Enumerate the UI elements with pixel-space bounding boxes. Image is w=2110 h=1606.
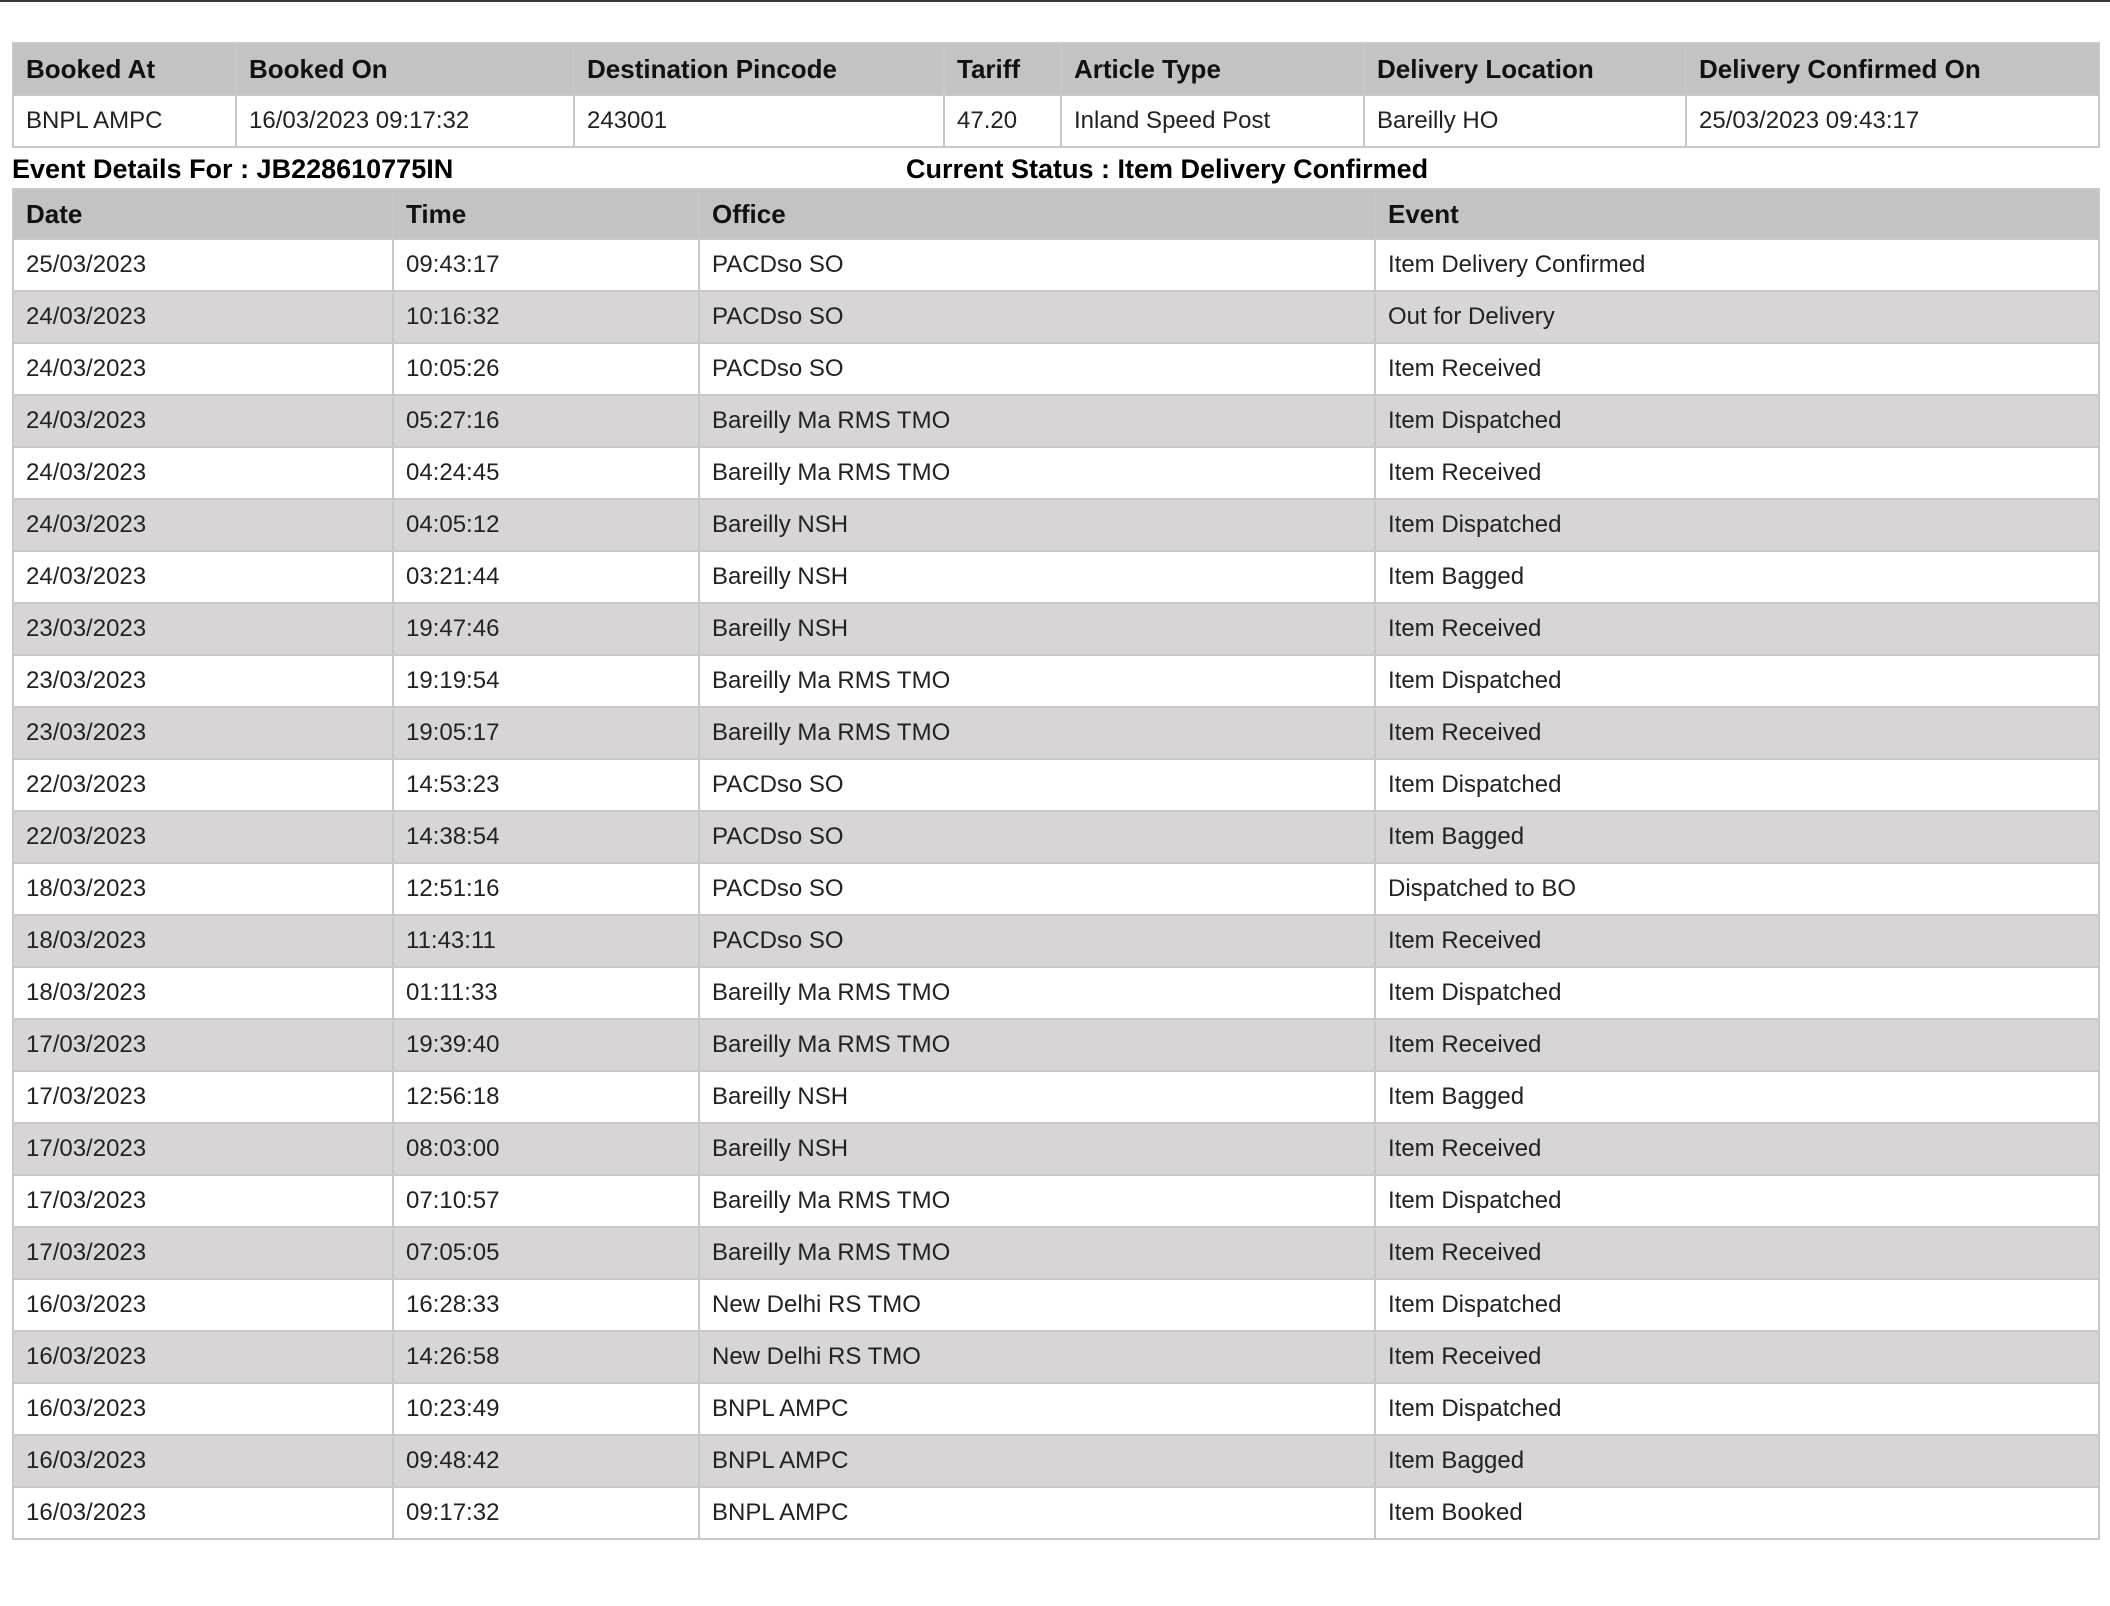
event-name: Item Received: [1375, 447, 2099, 499]
event-office: Bareilly Ma RMS TMO: [699, 967, 1375, 1019]
event-time: 05:27:16: [393, 395, 699, 447]
event-details-title-row: [12, 150, 2098, 188]
table-row: [13, 551, 2099, 603]
table-row: [13, 343, 2099, 395]
event-date: 16/03/2023: [13, 1331, 393, 1383]
event-date: 24/03/2023: [13, 291, 393, 343]
table-row: [13, 915, 2099, 967]
event-name: Item Dispatched: [1375, 1279, 2099, 1331]
table-row: [13, 1123, 2099, 1175]
event-time: 10:05:26: [393, 343, 699, 395]
event-time: 14:53:23: [393, 759, 699, 811]
event-time: 11:43:11: [393, 915, 699, 967]
event-name: Item Dispatched: [1375, 967, 2099, 1019]
event-office: PACDso SO: [699, 863, 1375, 915]
event-office: Bareilly NSH: [699, 499, 1375, 551]
article-type-value: Inland Speed Post: [1061, 95, 1364, 147]
table-row: [13, 1435, 2099, 1487]
event-office: Bareilly Ma RMS TMO: [699, 707, 1375, 759]
event-name: Item Bagged: [1375, 811, 2099, 863]
event-office: New Delhi RS TMO: [699, 1331, 1375, 1383]
event-office: BNPL AMPC: [699, 1435, 1375, 1487]
delivery-location-value: Bareilly HO: [1364, 95, 1686, 147]
event-time: 10:16:32: [393, 291, 699, 343]
event-time: 16:28:33: [393, 1279, 699, 1331]
table-row: [13, 863, 2099, 915]
event-name: Item Dispatched: [1375, 759, 2099, 811]
header-tariff: Tariff: [944, 43, 1061, 95]
event-name: Item Received: [1375, 1227, 2099, 1279]
event-name: Item Dispatched: [1375, 1175, 2099, 1227]
table-row: [13, 707, 2099, 759]
event-office: BNPL AMPC: [699, 1487, 1375, 1539]
event-name: Item Dispatched: [1375, 655, 2099, 707]
event-date: 17/03/2023: [13, 1227, 393, 1279]
event-date: 18/03/2023: [13, 967, 393, 1019]
header-booked-on: Booked On: [236, 43, 574, 95]
event-office: Bareilly NSH: [699, 603, 1375, 655]
event-date: 24/03/2023: [13, 395, 393, 447]
event-office: PACDso SO: [699, 759, 1375, 811]
table-row: [13, 1071, 2099, 1123]
header-office: Office: [699, 189, 1375, 239]
event-time: 12:56:18: [393, 1071, 699, 1123]
table-row: [13, 1019, 2099, 1071]
header-delivery-confirmed-on: Delivery Confirmed On: [1686, 43, 2099, 95]
booked-at-value: BNPL AMPC: [13, 95, 236, 147]
event-time: 03:21:44: [393, 551, 699, 603]
event-time: 01:11:33: [393, 967, 699, 1019]
event-name: Out for Delivery: [1375, 291, 2099, 343]
table-row: [13, 395, 2099, 447]
event-date: 17/03/2023: [13, 1123, 393, 1175]
table-row: [13, 499, 2099, 551]
top-divider: [0, 0, 2110, 2]
event-date: 23/03/2023: [13, 707, 393, 759]
event-name: Item Received: [1375, 1331, 2099, 1383]
event-date: 16/03/2023: [13, 1487, 393, 1539]
header-booked-at: Booked At: [13, 43, 236, 95]
event-name: Dispatched to BO: [1375, 863, 2099, 915]
event-name: Item Bagged: [1375, 551, 2099, 603]
event-name: Item Received: [1375, 343, 2099, 395]
tariff-value: 47.20: [944, 95, 1061, 147]
event-time: 08:03:00: [393, 1123, 699, 1175]
header-destination-pincode: Destination Pincode: [574, 43, 944, 95]
event-office: PACDso SO: [699, 915, 1375, 967]
event-office: BNPL AMPC: [699, 1383, 1375, 1435]
table-row: [13, 1383, 2099, 1435]
event-date: 17/03/2023: [13, 1071, 393, 1123]
event-office: Bareilly Ma RMS TMO: [699, 1227, 1375, 1279]
header-event: Event: [1375, 189, 2099, 239]
event-office: Bareilly Ma RMS TMO: [699, 447, 1375, 499]
booking-header-row: [13, 43, 2099, 95]
current-status: Current Status : Item Delivery Confirmed: [906, 154, 1429, 184]
event-name: Item Received: [1375, 707, 2099, 759]
table-row: [13, 1279, 2099, 1331]
event-name: Item Dispatched: [1375, 499, 2099, 551]
event-date: 18/03/2023: [13, 863, 393, 915]
event-time: 14:26:58: [393, 1331, 699, 1383]
table-row: [13, 1487, 2099, 1539]
table-row: [13, 603, 2099, 655]
events-header-row: [13, 189, 2099, 239]
table-row: [13, 1331, 2099, 1383]
event-name: Item Booked: [1375, 1487, 2099, 1539]
event-office: Bareilly Ma RMS TMO: [699, 1019, 1375, 1071]
event-date: 18/03/2023: [13, 915, 393, 967]
event-date: 16/03/2023: [13, 1383, 393, 1435]
event-name: Item Received: [1375, 1123, 2099, 1175]
event-office: Bareilly NSH: [699, 1071, 1375, 1123]
event-office: New Delhi RS TMO: [699, 1279, 1375, 1331]
booking-value-row: [13, 95, 2099, 147]
event-history-table: [12, 188, 2100, 1540]
event-name: Item Dispatched: [1375, 395, 2099, 447]
delivery-confirmed-on-value: 25/03/2023 09:43:17: [1686, 95, 2099, 147]
event-time: 19:47:46: [393, 603, 699, 655]
event-office: PACDso SO: [699, 343, 1375, 395]
table-row: [13, 967, 2099, 1019]
event-time: 09:48:42: [393, 1435, 699, 1487]
event-name: Item Bagged: [1375, 1435, 2099, 1487]
event-office: Bareilly Ma RMS TMO: [699, 655, 1375, 707]
booked-on-value: 16/03/2023 09:17:32: [236, 95, 574, 147]
event-name: Item Received: [1375, 603, 2099, 655]
event-office: Bareilly NSH: [699, 551, 1375, 603]
event-name: Item Received: [1375, 1019, 2099, 1071]
table-row: [13, 239, 2099, 291]
event-date: 17/03/2023: [13, 1175, 393, 1227]
event-time: 07:05:05: [393, 1227, 699, 1279]
event-date: 24/03/2023: [13, 343, 393, 395]
event-time: 19:05:17: [393, 707, 699, 759]
event-date: 23/03/2023: [13, 655, 393, 707]
event-date: 16/03/2023: [13, 1279, 393, 1331]
event-office: PACDso SO: [699, 239, 1375, 291]
booking-summary-table: [12, 42, 2100, 148]
event-date: 25/03/2023: [13, 239, 393, 291]
event-office: Bareilly Ma RMS TMO: [699, 395, 1375, 447]
event-time: 04:24:45: [393, 447, 699, 499]
event-date: 22/03/2023: [13, 811, 393, 863]
event-time: 19:39:40: [393, 1019, 699, 1071]
table-row: [13, 759, 2099, 811]
header-date: Date: [13, 189, 393, 239]
event-name: Item Dispatched: [1375, 1383, 2099, 1435]
table-row: [13, 291, 2099, 343]
event-time: 09:17:32: [393, 1487, 699, 1539]
event-office: Bareilly NSH: [699, 1123, 1375, 1175]
header-delivery-location: Delivery Location: [1364, 43, 1686, 95]
header-time: Time: [393, 189, 699, 239]
table-row: [13, 447, 2099, 499]
event-name: Item Received: [1375, 915, 2099, 967]
table-row: [13, 1175, 2099, 1227]
table-row: [13, 811, 2099, 863]
event-time: 14:38:54: [393, 811, 699, 863]
table-row: [13, 655, 2099, 707]
event-details-title: Event Details For : JB228610775IN: [12, 154, 454, 184]
event-name: Item Delivery Confirmed: [1375, 239, 2099, 291]
event-date: 22/03/2023: [13, 759, 393, 811]
event-date: 24/03/2023: [13, 551, 393, 603]
event-time: 07:10:57: [393, 1175, 699, 1227]
event-office: PACDso SO: [699, 291, 1375, 343]
header-article-type: Article Type: [1061, 43, 1364, 95]
event-date: 24/03/2023: [13, 499, 393, 551]
event-date: 17/03/2023: [13, 1019, 393, 1071]
destination-pincode-value: 243001: [574, 95, 944, 147]
event-time: 19:19:54: [393, 655, 699, 707]
event-time: 10:23:49: [393, 1383, 699, 1435]
event-office: Bareilly Ma RMS TMO: [699, 1175, 1375, 1227]
event-date: 23/03/2023: [13, 603, 393, 655]
event-time: 04:05:12: [393, 499, 699, 551]
event-date: 16/03/2023: [13, 1435, 393, 1487]
event-date: 24/03/2023: [13, 447, 393, 499]
event-time: 09:43:17: [393, 239, 699, 291]
event-time: 12:51:16: [393, 863, 699, 915]
event-office: PACDso SO: [699, 811, 1375, 863]
table-row: [13, 1227, 2099, 1279]
event-name: Item Bagged: [1375, 1071, 2099, 1123]
events-body: [13, 239, 2099, 1539]
